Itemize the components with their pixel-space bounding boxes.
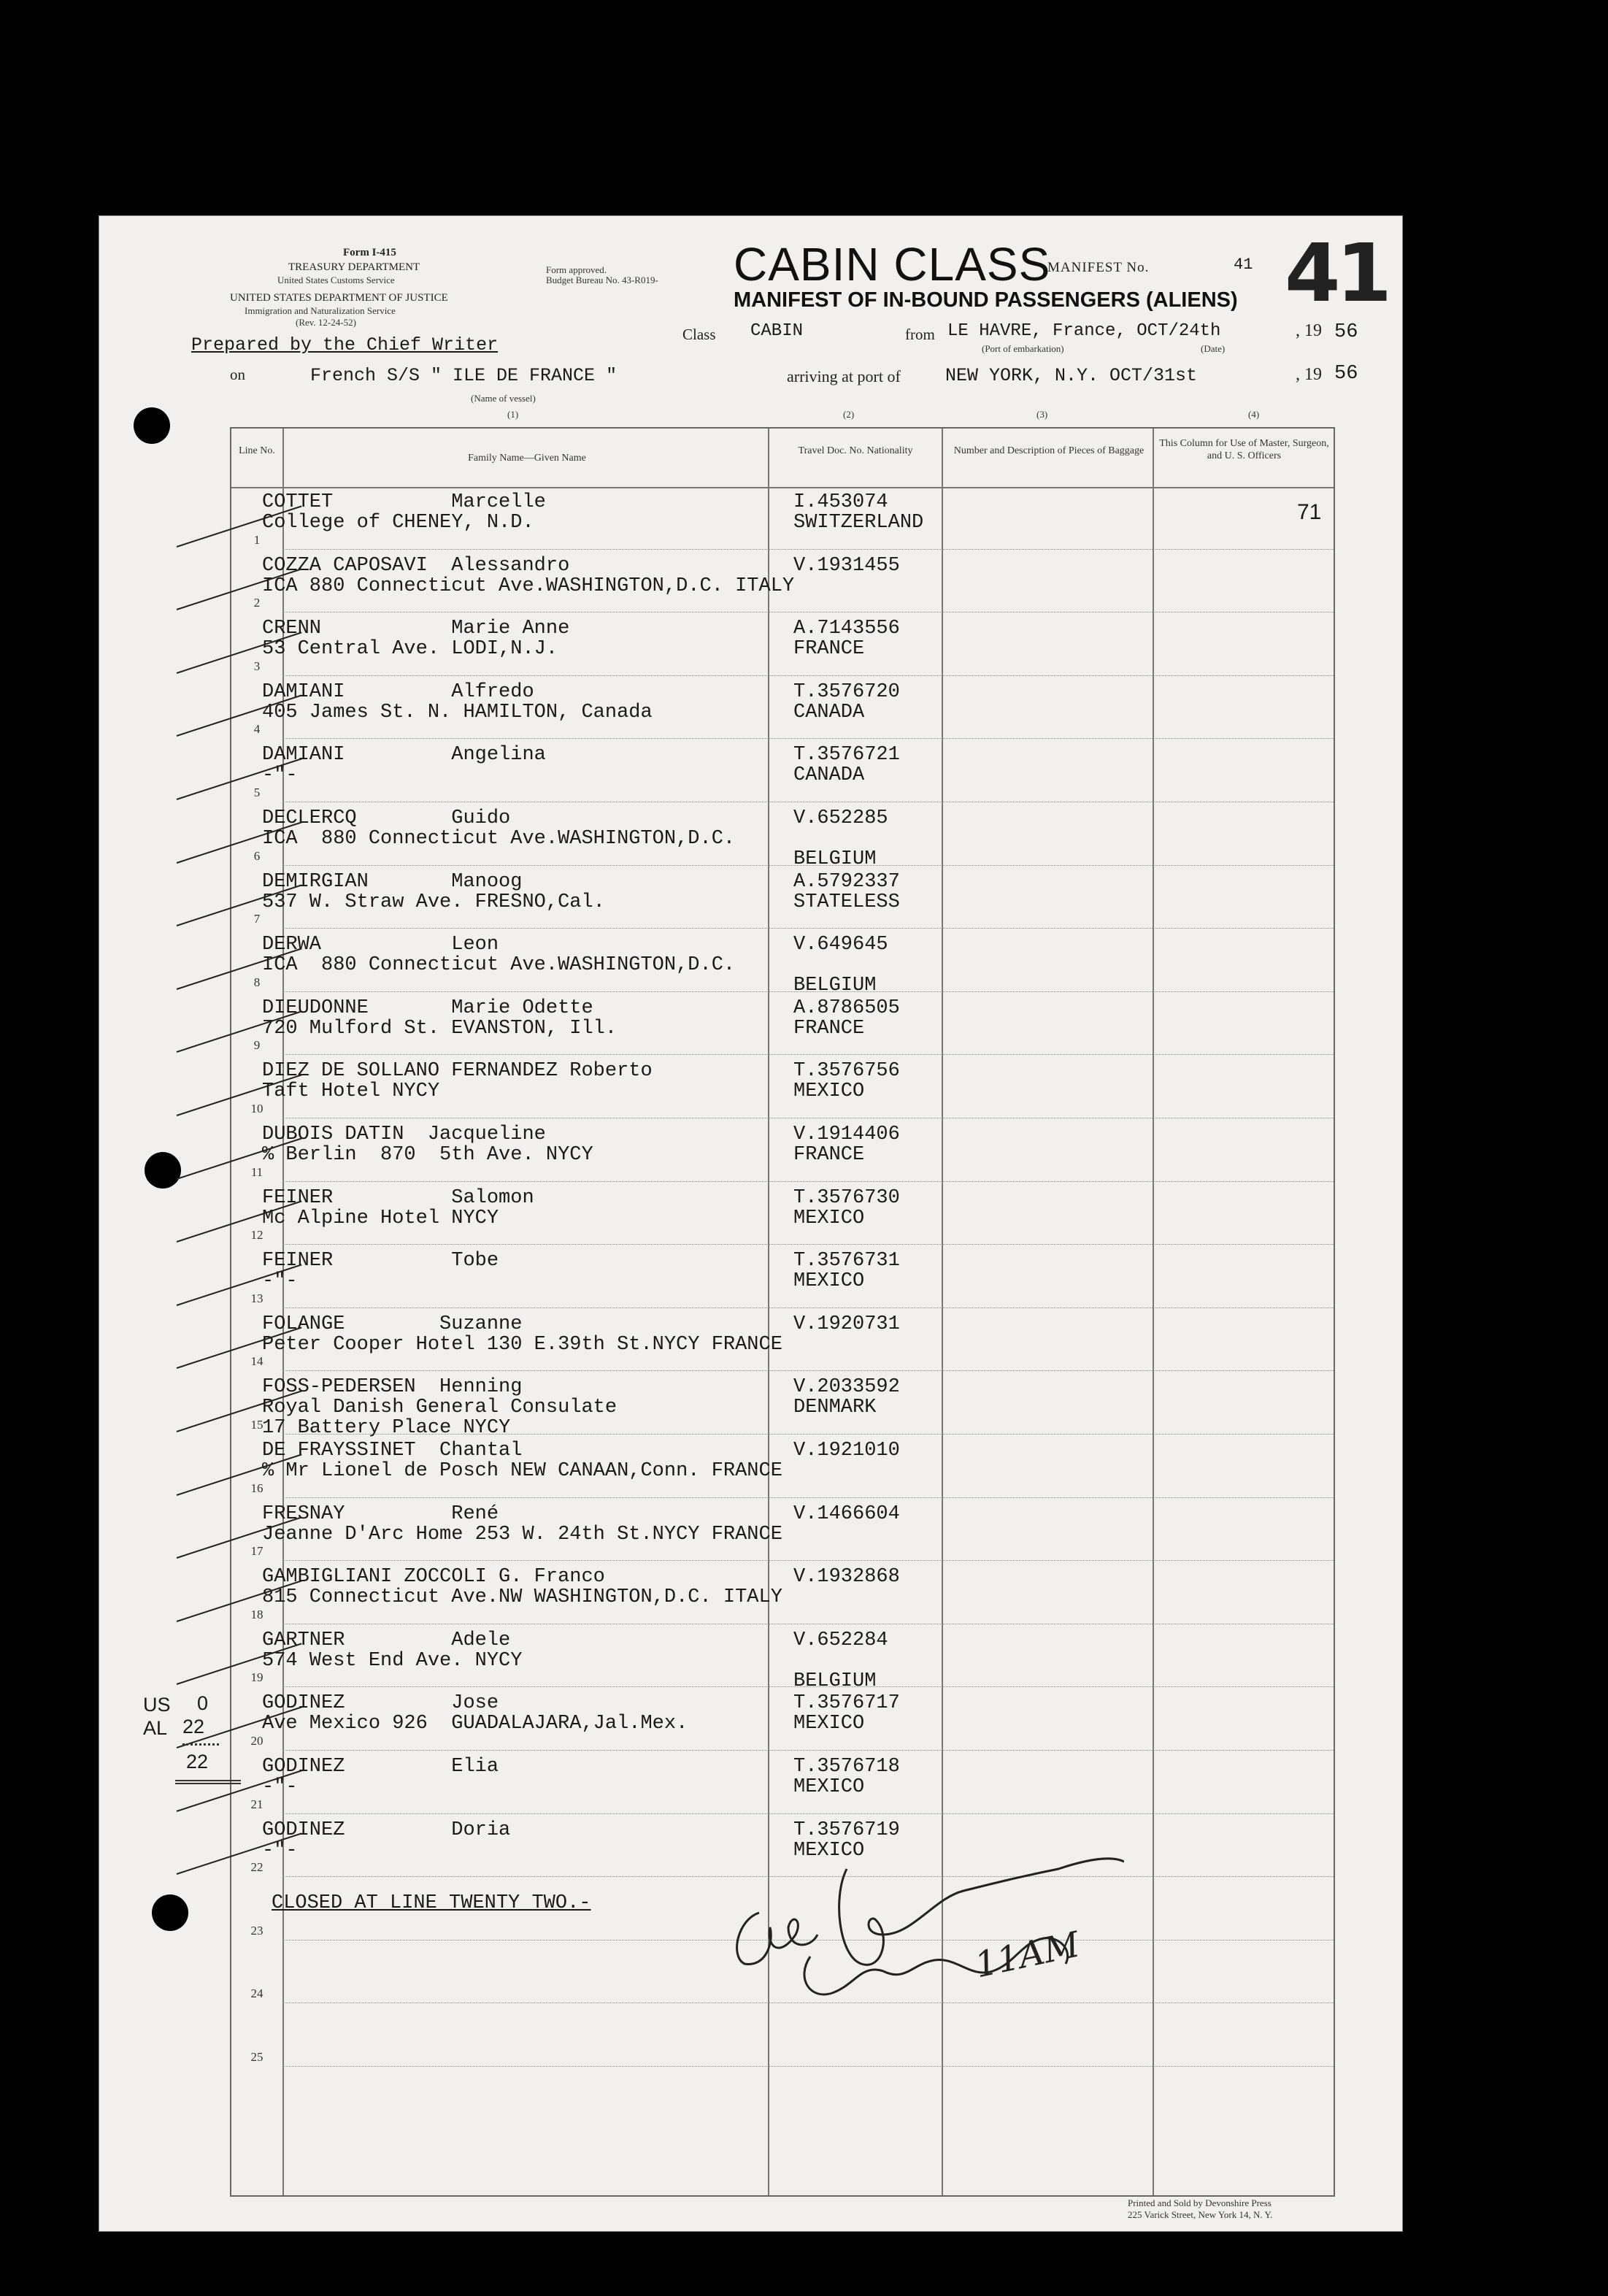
travel-doc-number: V.1921010 bbox=[793, 1440, 900, 1462]
travel-doc-number: V.1914406 bbox=[793, 1124, 900, 1145]
nationality: FRANCE bbox=[793, 1144, 865, 1166]
nationality: SWITZERLAND bbox=[793, 512, 924, 534]
passenger-name: COZZA CAPOSAVI Alessandro bbox=[262, 554, 570, 577]
col-header-name: Family Name—Given Name bbox=[468, 453, 586, 464]
travel-doc-number: I.453074 bbox=[793, 491, 888, 513]
travel-doc-number: T.3576730 bbox=[793, 1186, 900, 1209]
table-row bbox=[231, 1499, 1334, 1562]
line-number: 22 bbox=[250, 1860, 263, 1875]
line-number: 3 bbox=[253, 659, 261, 673]
passenger-name: DIEZ DE SOLLANO FERNANDEZ Roberto bbox=[262, 1060, 653, 1083]
line-number: 25 bbox=[250, 2049, 263, 2064]
col-num-4: (4) bbox=[1248, 409, 1260, 420]
passenger-name: DECLERCQ Guido bbox=[262, 807, 511, 829]
year2-prefix: , 19 bbox=[1296, 365, 1322, 384]
year1-prefix: , 19 bbox=[1296, 321, 1322, 340]
table-row bbox=[231, 613, 1334, 677]
travel-doc-number: T.3576720 bbox=[793, 680, 900, 703]
manifest-no-value: 41 bbox=[1234, 256, 1253, 274]
immigration-service: Immigration and Naturalization Service bbox=[245, 305, 396, 316]
nationality: STATELESS bbox=[793, 891, 900, 913]
travel-doc-number: T.3576717 bbox=[793, 1692, 900, 1715]
passenger-name: GARTNER Adele bbox=[262, 1629, 511, 1651]
prepared-by: Prepared by the Chief Writer bbox=[191, 334, 499, 356]
nationality: MEXICO bbox=[793, 1270, 865, 1293]
passenger-name: DERWA Leon bbox=[262, 934, 499, 956]
passenger-name: DE FRAYSSINET Chantal bbox=[262, 1440, 523, 1462]
col-header-officers: This Column for Use of Master, Surgeon, and U. S. Officers bbox=[1159, 438, 1329, 461]
margin-double-line bbox=[175, 1780, 241, 1784]
travel-doc-number: V.652285 bbox=[793, 807, 888, 829]
passenger-address: ICA 880 Connecticut Ave.WASHINGTON,D.C. ITALY bbox=[262, 575, 795, 597]
punch-hole-top bbox=[134, 407, 170, 444]
on-label: on bbox=[230, 366, 245, 383]
table-row bbox=[231, 1562, 1334, 1625]
punch-hole-middle bbox=[145, 1152, 181, 1189]
travel-doc-number: T.3576721 bbox=[793, 744, 900, 767]
vessel-value: French S/S " ILE DE FRANCE " bbox=[310, 365, 618, 386]
passenger-address: Taft Hotel NYCY bbox=[262, 1080, 440, 1103]
customs-service: United States Customs Service bbox=[277, 274, 395, 285]
line-number: 12 bbox=[250, 1228, 263, 1243]
nationality: FRANCE bbox=[793, 1017, 865, 1040]
table-row bbox=[231, 677, 1334, 740]
budget-bureau: Budget Bureau No. 43-R019- bbox=[546, 274, 658, 285]
table-row bbox=[231, 867, 1334, 930]
table-row bbox=[231, 1751, 1334, 1815]
table-row bbox=[231, 993, 1334, 1056]
table-row bbox=[231, 1245, 1334, 1309]
arriving-label: arriving at port of bbox=[787, 367, 901, 385]
passenger-name: DIEUDONNE Marie Odette bbox=[262, 997, 593, 1019]
line-number: 11 bbox=[250, 1164, 263, 1179]
manifest-no-label: MANIFEST No. bbox=[1047, 260, 1150, 275]
class-label: Class bbox=[682, 326, 716, 343]
passenger-address: ICA 880 Connecticut Ave.WASHINGTON,D.C. bbox=[262, 954, 736, 977]
passenger-address: Mc Alpine Hotel NYCY bbox=[262, 1207, 499, 1229]
col-header-baggage: Number and Description of Pieces of Baggage bbox=[953, 445, 1145, 456]
table-row bbox=[231, 803, 1334, 870]
treasury-dept: TREASURY DEPARTMENT bbox=[288, 261, 420, 273]
nationality: MEXICO bbox=[793, 1776, 865, 1798]
margin-divider bbox=[182, 1743, 219, 1746]
revision-date: (Rev. 12-24-52) bbox=[296, 317, 356, 328]
travel-doc-number: A.5792337 bbox=[793, 870, 900, 893]
passenger-name: FOSS-PEDERSEN Henning bbox=[262, 1376, 523, 1399]
passenger-address: Royal Danish General Consulate bbox=[262, 1397, 618, 1419]
line-number: 8 bbox=[253, 975, 261, 989]
col-num-2: (2) bbox=[843, 409, 855, 420]
nationality: BELGIUM bbox=[793, 1670, 877, 1692]
officer-note: 71 bbox=[1297, 500, 1322, 524]
col-num-1: (1) bbox=[507, 409, 519, 420]
cabin-class-stamp: CABIN CLASS bbox=[734, 238, 1051, 291]
passenger-address: Jeanne D'Arc Home 253 W. 24th St.NYCY FRANCE bbox=[262, 1523, 782, 1546]
col-num-3: (3) bbox=[1036, 409, 1048, 420]
passenger-name: GODINEZ Elia bbox=[262, 1756, 499, 1778]
table-row bbox=[231, 1119, 1334, 1183]
passenger-name: FEINER Salomon bbox=[262, 1186, 534, 1209]
line-number: 18 bbox=[250, 1607, 263, 1621]
col-header-line-no: Line No. bbox=[239, 445, 275, 456]
passenger-address: % Berlin 870 5th Ave. NYCY bbox=[262, 1144, 593, 1166]
line-number: 24 bbox=[250, 1986, 263, 2001]
margin-al-label: AL bbox=[143, 1717, 168, 1739]
passenger-name: DEMIRGIAN Manoog bbox=[262, 870, 523, 893]
from-label: from bbox=[905, 326, 935, 343]
nationality: CANADA bbox=[793, 701, 865, 723]
nationality: MEXICO bbox=[793, 1080, 865, 1103]
passenger-address: -"- bbox=[262, 1270, 298, 1293]
passenger-name: COTTET Marcelle bbox=[262, 491, 546, 513]
table-row bbox=[231, 550, 1334, 614]
line-number: 13 bbox=[250, 1291, 263, 1305]
travel-doc-number: A.7143556 bbox=[793, 618, 900, 640]
table-row bbox=[231, 487, 1334, 550]
manifest-subtitle: MANIFEST OF IN-BOUND PASSENGERS (ALIENS) bbox=[734, 288, 1238, 312]
passenger-name: DAMIANI Alfredo bbox=[262, 680, 534, 703]
passenger-name: DUBOIS DATIN Jacqueline bbox=[262, 1124, 546, 1145]
passenger-name: GODINEZ Doria bbox=[262, 1819, 511, 1841]
passenger-address: 720 Mulford St. EVANSTON, Ill. bbox=[262, 1017, 618, 1040]
passenger-address: 53 Central Ave. LODI,N.J. bbox=[262, 638, 558, 661]
line-number: 9 bbox=[253, 1038, 261, 1053]
passenger-name: CLOSED AT LINE TWENTY TWO.- bbox=[272, 1892, 591, 1915]
margin-al-value: 22 bbox=[182, 1716, 205, 1738]
table-row bbox=[231, 929, 1334, 997]
handwritten-time: 11AM bbox=[971, 1924, 1084, 1986]
printer-line-2: 225 Varick Street, New York 14, N. Y. bbox=[1128, 2209, 1273, 2220]
line-number: 6 bbox=[253, 848, 261, 863]
class-value: CABIN bbox=[750, 321, 804, 341]
travel-doc-number: V.1931455 bbox=[793, 554, 900, 577]
passenger-name: FRESNAY René bbox=[262, 1502, 499, 1525]
nationality: MEXICO bbox=[793, 1713, 865, 1735]
line-number: 15 bbox=[250, 1417, 263, 1432]
table-row bbox=[231, 740, 1334, 803]
passenger-address: -"- bbox=[262, 1776, 298, 1798]
travel-doc-number: V.652284 bbox=[793, 1629, 888, 1651]
line-number: 4 bbox=[253, 722, 261, 737]
line-number: 21 bbox=[250, 1797, 263, 1811]
passenger-address-line-2: 17 Battery Place NYCY bbox=[262, 1417, 511, 1440]
line-number: 1 bbox=[253, 532, 261, 547]
printer-line-1: Printed and Sold by Devonshire Press bbox=[1128, 2197, 1272, 2208]
margin-total: 22 bbox=[186, 1751, 209, 1773]
passenger-address: ICA 880 Connecticut Ave.WASHINGTON,D.C. bbox=[262, 828, 736, 850]
nationality: CANADA bbox=[793, 764, 865, 787]
travel-doc-number: V.2033592 bbox=[793, 1376, 900, 1399]
travel-doc-number: T.3576731 bbox=[793, 1250, 900, 1272]
passenger-address: 574 West End Ave. NYCY bbox=[262, 1649, 523, 1672]
col-header-travel-doc: Travel Doc. No. Nationality bbox=[798, 445, 913, 456]
passenger-address: 537 W. Straw Ave. FRESNO,Cal. bbox=[262, 891, 605, 913]
line-number: 17 bbox=[250, 1544, 263, 1559]
table-row bbox=[231, 1625, 1334, 1692]
passenger-address: -"- bbox=[262, 764, 298, 787]
passenger-address: College of CHENEY, N.D. bbox=[262, 512, 534, 534]
passenger-address: -"- bbox=[262, 1839, 298, 1862]
table-row bbox=[231, 1309, 1334, 1372]
nationality: MEXICO bbox=[793, 1207, 865, 1229]
line-number: 14 bbox=[250, 1354, 263, 1369]
margin-us-label: US bbox=[143, 1694, 171, 1716]
travel-doc-number: A.8786505 bbox=[793, 997, 900, 1019]
punch-hole-bottom bbox=[152, 1894, 188, 1931]
line-number: 5 bbox=[253, 785, 261, 799]
travel-doc-number: V.1932868 bbox=[793, 1566, 900, 1589]
vessel-label: (Name of vessel) bbox=[471, 393, 536, 404]
nationality: FRANCE bbox=[793, 638, 865, 661]
year1: 56 bbox=[1334, 321, 1358, 343]
form-approved: Form approved. bbox=[546, 264, 607, 275]
passenger-address: Ave Mexico 926 GUADALAJARA,Jal.Mex. bbox=[262, 1713, 688, 1735]
passenger-address: 405 James St. N. HAMILTON, Canada bbox=[262, 701, 653, 723]
line-number: 2 bbox=[253, 596, 261, 610]
travel-doc-number: T.3576719 bbox=[793, 1819, 900, 1841]
line-number: 10 bbox=[250, 1101, 263, 1116]
nationality: BELGIUM bbox=[793, 848, 877, 870]
justice-dept: UNITED STATES DEPARTMENT OF JUSTICE bbox=[230, 292, 448, 304]
travel-doc-number: T.3576718 bbox=[793, 1756, 900, 1778]
table-row bbox=[231, 1688, 1334, 1751]
table-row bbox=[231, 1056, 1334, 1119]
travel-doc-number: V.649645 bbox=[793, 934, 888, 956]
date-label: (Date) bbox=[1201, 343, 1226, 354]
passenger-name: DAMIANI Angelina bbox=[262, 744, 546, 767]
passenger-name: GAMBIGLIANI ZOCCOLI G. Franco bbox=[262, 1566, 605, 1589]
passenger-name: FOLANGE Suzanne bbox=[262, 1313, 523, 1335]
nationality: BELGIUM bbox=[793, 975, 877, 997]
line-number: 20 bbox=[250, 1733, 263, 1748]
nationality: MEXICO bbox=[793, 1839, 865, 1862]
line-number: 16 bbox=[250, 1481, 263, 1495]
passenger-address: Peter Cooper Hotel 130 E.39th St.NYCY FRANCE bbox=[262, 1333, 782, 1356]
travel-doc-number: V.1920731 bbox=[793, 1313, 900, 1335]
passenger-address: % Mr Lionel de Posch NEW CANAAN,Conn. FRANCE bbox=[262, 1460, 782, 1482]
big-page-number: 41 bbox=[1285, 226, 1388, 320]
table-row bbox=[231, 1435, 1334, 1499]
arriving-value: NEW YORK, N.Y. OCT/31st bbox=[945, 365, 1198, 386]
nationality: DENMARK bbox=[793, 1397, 877, 1419]
year2: 56 bbox=[1334, 363, 1358, 385]
port-embark-label: (Port of embarkation) bbox=[982, 343, 1064, 354]
margin-us-value: 0 bbox=[197, 1692, 209, 1714]
table-row bbox=[231, 1183, 1334, 1246]
passenger-name: GODINEZ Jose bbox=[262, 1692, 499, 1715]
table-row bbox=[231, 1372, 1334, 1440]
from-value: LE HAVRE, France, OCT/24th bbox=[947, 321, 1221, 341]
line-number: 7 bbox=[253, 912, 261, 926]
travel-doc-number: T.3576756 bbox=[793, 1060, 900, 1083]
line-number: 23 bbox=[250, 1923, 263, 1938]
passenger-address: 815 Connecticut Ave.NW WASHINGTON,D.C. ITALY bbox=[262, 1586, 782, 1609]
form-number: Form I-415 bbox=[343, 247, 396, 258]
passenger-name: CRENN Marie Anne bbox=[262, 618, 570, 640]
travel-doc-number: V.1466604 bbox=[793, 1502, 900, 1525]
line-number: 19 bbox=[250, 1670, 263, 1685]
passenger-name: FEINER Tobe bbox=[262, 1250, 499, 1272]
